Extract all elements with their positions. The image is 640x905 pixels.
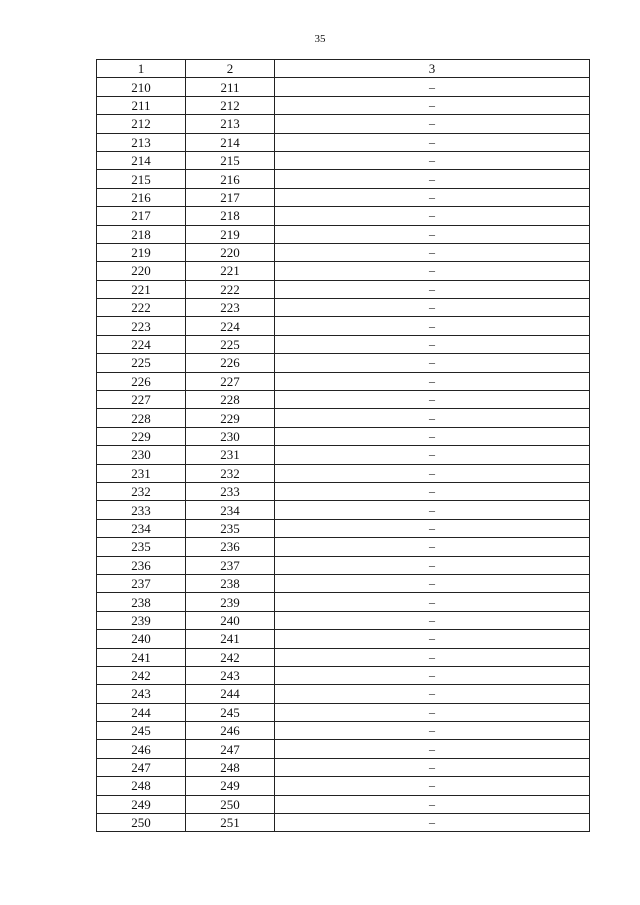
table-cell-col-1: 240 (97, 630, 186, 648)
table-row (97, 391, 590, 409)
table-cell-col-1: 230 (97, 446, 186, 464)
table-row (97, 151, 590, 169)
table-cell-col-1: 210 (97, 78, 186, 96)
table-row (97, 758, 590, 776)
table-header-row (97, 60, 590, 78)
table-cell-col-3: – (275, 391, 590, 409)
table-cell-col-1: 245 (97, 722, 186, 740)
table-row (97, 317, 590, 335)
table-cell-col-3: – (275, 574, 590, 592)
table-row (97, 574, 590, 592)
table-cell-col-3: – (275, 317, 590, 335)
table-cell-col-2: 245 (186, 703, 275, 721)
table-cell-col-2: 235 (186, 519, 275, 537)
table-cell-col-1: 232 (97, 482, 186, 500)
table-row (97, 630, 590, 648)
table-row (97, 648, 590, 666)
table-cell-col-2: 238 (186, 574, 275, 592)
table-row (97, 427, 590, 445)
column-header-1: 1 (97, 60, 186, 78)
table-cell-col-1: 213 (97, 133, 186, 151)
table-cell-col-1: 231 (97, 464, 186, 482)
table-cell-col-1: 218 (97, 225, 186, 243)
table-cell-col-2: 223 (186, 299, 275, 317)
table-cell-col-2: 217 (186, 188, 275, 206)
table-cell-col-3: – (275, 519, 590, 537)
table-row (97, 335, 590, 353)
table-row (97, 519, 590, 537)
table-cell-col-1: 242 (97, 666, 186, 684)
table-cell-col-1: 226 (97, 372, 186, 390)
table-row (97, 464, 590, 482)
table-cell-col-2: 219 (186, 225, 275, 243)
table-cell-col-3: – (275, 740, 590, 758)
table-row (97, 188, 590, 206)
table-cell-col-1: 228 (97, 409, 186, 427)
table-cell-col-1: 246 (97, 740, 186, 758)
table-cell-col-2: 229 (186, 409, 275, 427)
table-body (97, 78, 590, 832)
table-cell-col-3: – (275, 170, 590, 188)
table-row (97, 225, 590, 243)
table-cell-col-2: 215 (186, 151, 275, 169)
table-cell-col-3: – (275, 648, 590, 666)
table-cell-col-1: 236 (97, 556, 186, 574)
table-cell-col-3: – (275, 538, 590, 556)
table-row (97, 538, 590, 556)
table-cell-col-3: – (275, 115, 590, 133)
table-row (97, 115, 590, 133)
table-row (97, 372, 590, 390)
table-cell-col-3: – (275, 446, 590, 464)
table-row (97, 446, 590, 464)
table-cell-col-2: 241 (186, 630, 275, 648)
table-cell-col-3: – (275, 758, 590, 776)
table-cell-col-3: – (275, 207, 590, 225)
table-cell-col-2: 228 (186, 391, 275, 409)
table-cell-col-2: 232 (186, 464, 275, 482)
table-row (97, 556, 590, 574)
column-header-3: 3 (275, 60, 590, 78)
table-cell-col-1: 235 (97, 538, 186, 556)
table-cell-col-3: – (275, 151, 590, 169)
table-cell-col-3: – (275, 372, 590, 390)
table-cell-col-3: – (275, 96, 590, 114)
table-cell-col-2: 222 (186, 280, 275, 298)
table-row (97, 501, 590, 519)
table-cell-col-2: 230 (186, 427, 275, 445)
table-cell-col-2: 231 (186, 446, 275, 464)
table-cell-col-1: 234 (97, 519, 186, 537)
table-cell-col-3: – (275, 777, 590, 795)
table-cell-col-3: – (275, 556, 590, 574)
table-cell-col-3: – (275, 482, 590, 500)
table-cell-col-2: 221 (186, 262, 275, 280)
table-cell-col-1: 241 (97, 648, 186, 666)
table-cell-col-2: 246 (186, 722, 275, 740)
table-cell-col-1: 219 (97, 243, 186, 261)
table-cell-col-3: – (275, 666, 590, 684)
table-cell-col-2: 220 (186, 243, 275, 261)
table-cell-col-3: – (275, 814, 590, 832)
table-cell-col-1: 227 (97, 391, 186, 409)
table-row (97, 666, 590, 684)
table-row (97, 170, 590, 188)
table-cell-col-3: – (275, 427, 590, 445)
table-cell-col-1: 225 (97, 354, 186, 372)
table-cell-col-3: – (275, 611, 590, 629)
table-cell-col-2: 233 (186, 482, 275, 500)
table-cell-col-3: – (275, 78, 590, 96)
table-row (97, 78, 590, 96)
table-row (97, 262, 590, 280)
table-cell-col-1: 220 (97, 262, 186, 280)
table-row (97, 611, 590, 629)
table-cell-col-2: 248 (186, 758, 275, 776)
table-cell-col-2: 227 (186, 372, 275, 390)
table-cell-col-2: 225 (186, 335, 275, 353)
table-cell-col-1: 233 (97, 501, 186, 519)
table-cell-col-1: 222 (97, 299, 186, 317)
data-table (96, 59, 590, 832)
table-cell-col-2: 240 (186, 611, 275, 629)
table-row (97, 409, 590, 427)
table-cell-col-2: 242 (186, 648, 275, 666)
table-cell-col-3: – (275, 188, 590, 206)
table-cell-col-3: – (275, 630, 590, 648)
table-cell-col-2: 234 (186, 501, 275, 519)
table-cell-col-2: 218 (186, 207, 275, 225)
table-cell-col-3: – (275, 262, 590, 280)
table-cell-col-2: 247 (186, 740, 275, 758)
table-cell-col-3: – (275, 280, 590, 298)
table-row (97, 133, 590, 151)
column-header-2: 2 (186, 60, 275, 78)
table-cell-col-1: 229 (97, 427, 186, 445)
table-cell-col-1: 214 (97, 151, 186, 169)
table-cell-col-1: 248 (97, 777, 186, 795)
table-row (97, 777, 590, 795)
table-cell-col-3: – (275, 299, 590, 317)
table-cell-col-2: 243 (186, 666, 275, 684)
table-cell-col-1: 249 (97, 795, 186, 813)
table-cell-col-3: – (275, 133, 590, 151)
table-cell-col-3: – (275, 354, 590, 372)
table-cell-col-1: 212 (97, 115, 186, 133)
table-cell-col-1: 217 (97, 207, 186, 225)
table-cell-col-2: 236 (186, 538, 275, 556)
table-row (97, 482, 590, 500)
table-cell-col-1: 224 (97, 335, 186, 353)
table-cell-col-2: 226 (186, 354, 275, 372)
table-cell-col-2: 224 (186, 317, 275, 335)
table-row (97, 593, 590, 611)
table-row (97, 299, 590, 317)
table-cell-col-3: – (275, 501, 590, 519)
table-cell-col-1: 211 (97, 96, 186, 114)
table-cell-col-3: – (275, 685, 590, 703)
table-row (97, 814, 590, 832)
table-cell-col-1: 244 (97, 703, 186, 721)
table-cell-col-2: 249 (186, 777, 275, 795)
table-row (97, 207, 590, 225)
table-cell-col-3: – (275, 593, 590, 611)
table-cell-col-3: – (275, 243, 590, 261)
table-cell-col-2: 239 (186, 593, 275, 611)
table-cell-col-2: 237 (186, 556, 275, 574)
table-row (97, 685, 590, 703)
table-row (97, 722, 590, 740)
table-cell-col-2: 216 (186, 170, 275, 188)
table-cell-col-1: 223 (97, 317, 186, 335)
table-row (97, 795, 590, 813)
table-cell-col-2: 250 (186, 795, 275, 813)
table-row (97, 740, 590, 758)
table-cell-col-2: 244 (186, 685, 275, 703)
page-number: 35 (314, 33, 326, 45)
table-cell-col-2: 212 (186, 96, 275, 114)
table-row (97, 243, 590, 261)
table-row (97, 354, 590, 372)
table-cell-col-3: – (275, 703, 590, 721)
table-cell-col-1: 247 (97, 758, 186, 776)
table-cell-col-2: 214 (186, 133, 275, 151)
table-cell-col-3: – (275, 795, 590, 813)
table-row (97, 280, 590, 298)
table-cell-col-3: – (275, 225, 590, 243)
table-cell-col-2: 213 (186, 115, 275, 133)
table-cell-col-1: 215 (97, 170, 186, 188)
table-cell-col-2: 251 (186, 814, 275, 832)
table-cell-col-1: 250 (97, 814, 186, 832)
table-cell-col-1: 239 (97, 611, 186, 629)
table-cell-col-3: – (275, 335, 590, 353)
table-row (97, 703, 590, 721)
table-cell-col-1: 238 (97, 593, 186, 611)
table-cell-col-1: 221 (97, 280, 186, 298)
table-cell-col-1: 216 (97, 188, 186, 206)
table-cell-col-1: 237 (97, 574, 186, 592)
table-cell-col-1: 243 (97, 685, 186, 703)
table-cell-col-3: – (275, 409, 590, 427)
table-row (97, 96, 590, 114)
table-cell-col-3: – (275, 464, 590, 482)
table-cell-col-3: – (275, 722, 590, 740)
table-cell-col-2: 211 (186, 78, 275, 96)
